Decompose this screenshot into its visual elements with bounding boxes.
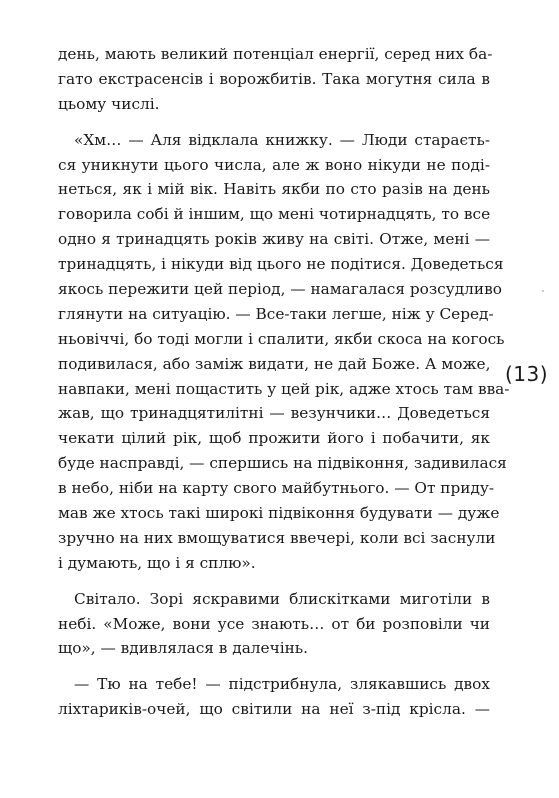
text-line: Світало. Зорі яскравими блискітками миготіли в xyxy=(74,589,490,608)
text-line: неться, як і мій вік. Навіть якби по сто разів на день xyxy=(58,180,490,199)
text-line: ся уникнути цього числа, але ж воно нікуди не поді- xyxy=(58,155,490,174)
text-line: ньовіччі, бо тоді могли і спалити, якби скоса на когось xyxy=(58,329,505,348)
text-line: якось пережити цей період, — намагалася розсудливо xyxy=(58,280,502,299)
page-text xyxy=(58,42,510,722)
text-line: зручно на них вмощуватися ввечері, коли всі заснули xyxy=(58,528,496,547)
paragraph-gap xyxy=(58,576,490,587)
text-line: день, мають великий потенціал енергії, серед них ба- xyxy=(58,45,493,63)
text-line: небі. «Може, вони усе знають… от би розповіли чи xyxy=(58,614,490,633)
text-line: «Хм… — Аля відклала книжку. — Люди стараєть- xyxy=(74,130,490,149)
text-line: мав же хтось такі широкі підвіконня будувати — дуже xyxy=(58,504,500,523)
speck-mark xyxy=(542,290,544,292)
text-line: цьому числі. xyxy=(58,94,160,113)
text-line: говорила собі й іншим, що мені чотирнадцять, то все xyxy=(58,205,491,224)
text-line: що», — вдивлялася в далечінь. xyxy=(58,639,308,658)
text-line: одно я тринадцять років живу на світі. Отже, мені — xyxy=(58,230,490,249)
text-line: глянути на ситуацію. — Все-таки легше, ніж у Серед- xyxy=(58,304,494,323)
paragraph xyxy=(58,128,510,576)
text-line: чекати цілий рік, щоб прожити його і побачити, як xyxy=(58,429,490,448)
text-line: ліхтариків-очей, що світили на неї з-під крісла. — xyxy=(58,700,490,719)
paragraph xyxy=(58,42,493,117)
paragraph-gap xyxy=(58,117,490,128)
text-line: — Тю на тебе! — підстрибнула, злякавшись двох xyxy=(74,675,490,694)
paragraph xyxy=(58,672,490,722)
paragraph-gap xyxy=(58,661,490,672)
text-line: тринадцять, і нікуди від цього не подітися. Доведеться xyxy=(58,255,504,274)
text-line: і думають, що і я сплю». xyxy=(58,553,256,572)
text-line: гато екстрасенсів і ворожбитів. Така могутня сила в xyxy=(58,69,490,88)
text-line: подивилася, або заміж видати, не дай Боже. А може, xyxy=(58,354,491,373)
text-line: навпаки, мені пощастить у цей рік, адже хтось там вва- xyxy=(58,379,510,398)
page-number: (13) xyxy=(505,362,549,386)
text-line: жав, що тринадцятилітні — везунчики… Доведеться xyxy=(58,404,490,423)
text-line: в небо, ніби на карту свого майбутнього. — От приду- xyxy=(58,479,495,498)
text-line: буде насправді, — спершись на підвіконня, задивилася xyxy=(58,454,507,473)
paragraph xyxy=(58,587,490,662)
